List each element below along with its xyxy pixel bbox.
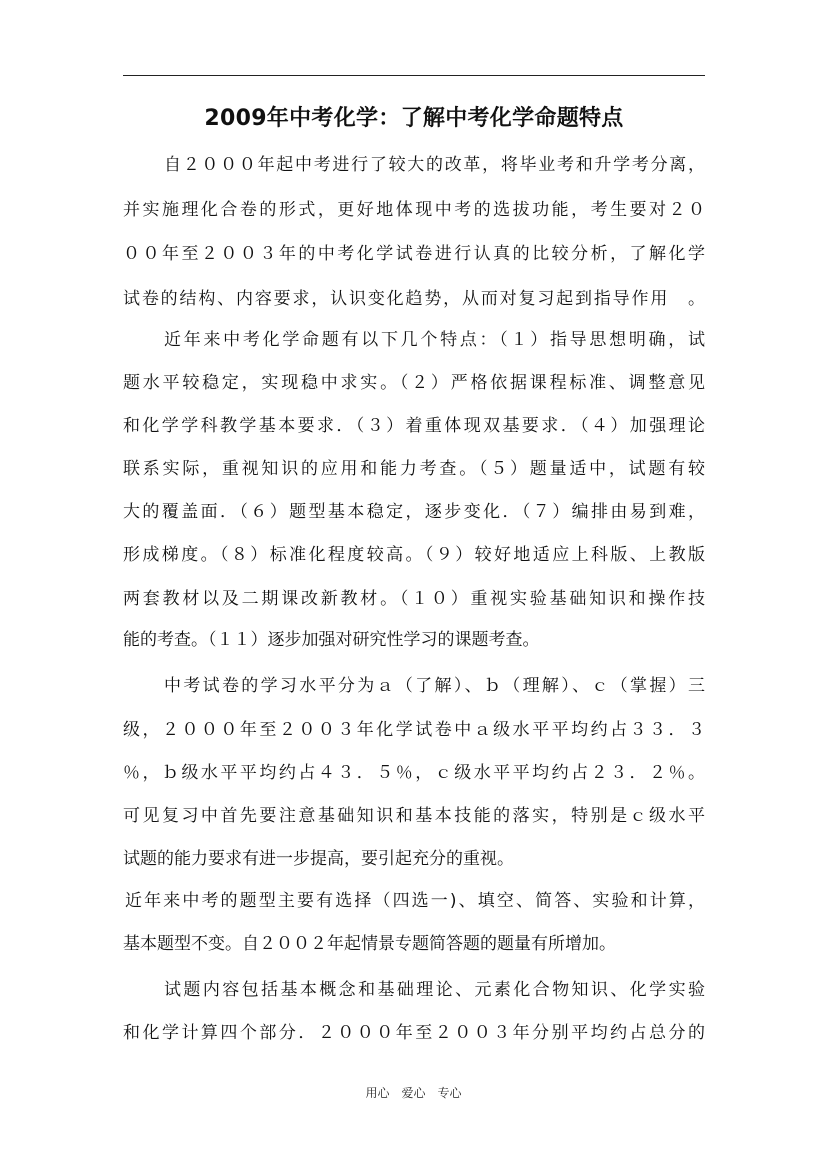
paragraph-line: 试卷的结构、内容要求，认识变化趋势，从而对复习起到指导作用 。 [123, 289, 705, 309]
paragraph-line: 可见复习中首先要注意基础知识和基本技能的落实，特别是ｃ级水平 [123, 806, 705, 826]
paragraph-line: 题水平较稳定，实现稳中求实。（２）严格依据课程标准、调整意见 [123, 373, 705, 393]
header-rule [123, 75, 705, 76]
paragraph-line: 基本题型不变。自２００２年起情景专题简答题的题量有所增加。 [123, 934, 616, 954]
paragraph-line: 近年来中考的题型主要有选择（四选一)、填空、简答、实验和计算， [125, 891, 705, 911]
document-title: 2009年中考化学：了解中考化学命题特点 [204, 106, 624, 131]
paragraph-line: 近年来中考化学命题有以下几个特点：（１）指导思想明确，试 [164, 330, 705, 350]
paragraph-line: 级，２０００年至２００３年化学试卷中ａ级水平平均约占３３．３ [123, 720, 705, 740]
paragraph-line: 和化学计算四个部分．２０００年至２００３年分别平均约占总分的 [123, 1023, 705, 1043]
paragraph-line: 试题的能力要求有进一步提高，要引起充分的重视。 [123, 849, 514, 869]
paragraph-line: 自２０００年起中考进行了较大的改革，将毕业考和升学考分离， [164, 155, 705, 175]
paragraph-line: 能的考查。（１１）逐步加强对研究性学习的课题考查。 [123, 630, 540, 650]
paragraph-line: 形成梯度。（８）标准化程度较高。（９）较好地适应上科版、上教版 [123, 545, 705, 565]
paragraph-line: 联系实际，重视知识的应用和能力考查。（５）题量适中，试题有较 [123, 459, 705, 479]
paragraph-line: 并实施理化合卷的形式，更好地体现中考的选拔功能，考生要对２０ [123, 200, 705, 220]
paragraph-line: 大的覆盖面．（６）题型基本稳定，逐步变化．（７）编排由易到难， [123, 502, 705, 522]
paragraph-line: 两套教材以及二期课改新教材。（１０）重视实验基础知识和操作技 [123, 589, 705, 609]
paragraph-line: 和化学学科教学基本要求．（３）着重体现双基要求．（４）加强理论 [123, 416, 705, 436]
paragraph-line: ％，ｂ级水平平均约占４３．５％，ｃ级水平平均约占２３．２％。 [123, 763, 705, 783]
paragraph-line: 试题内容包括基本概念和基础理论、元素化合物知识、化学实验 [164, 980, 705, 1000]
page-footer: 用心 爱心 专心 [365, 1086, 462, 1100]
paragraph-line: 中考试卷的学习水平分为ａ（了解）、ｂ（理解）、ｃ（掌握）三 [164, 676, 705, 696]
paragraph-line: ００年至２００３年的中考化学试卷进行认真的比较分析，了解化学 [123, 244, 705, 264]
